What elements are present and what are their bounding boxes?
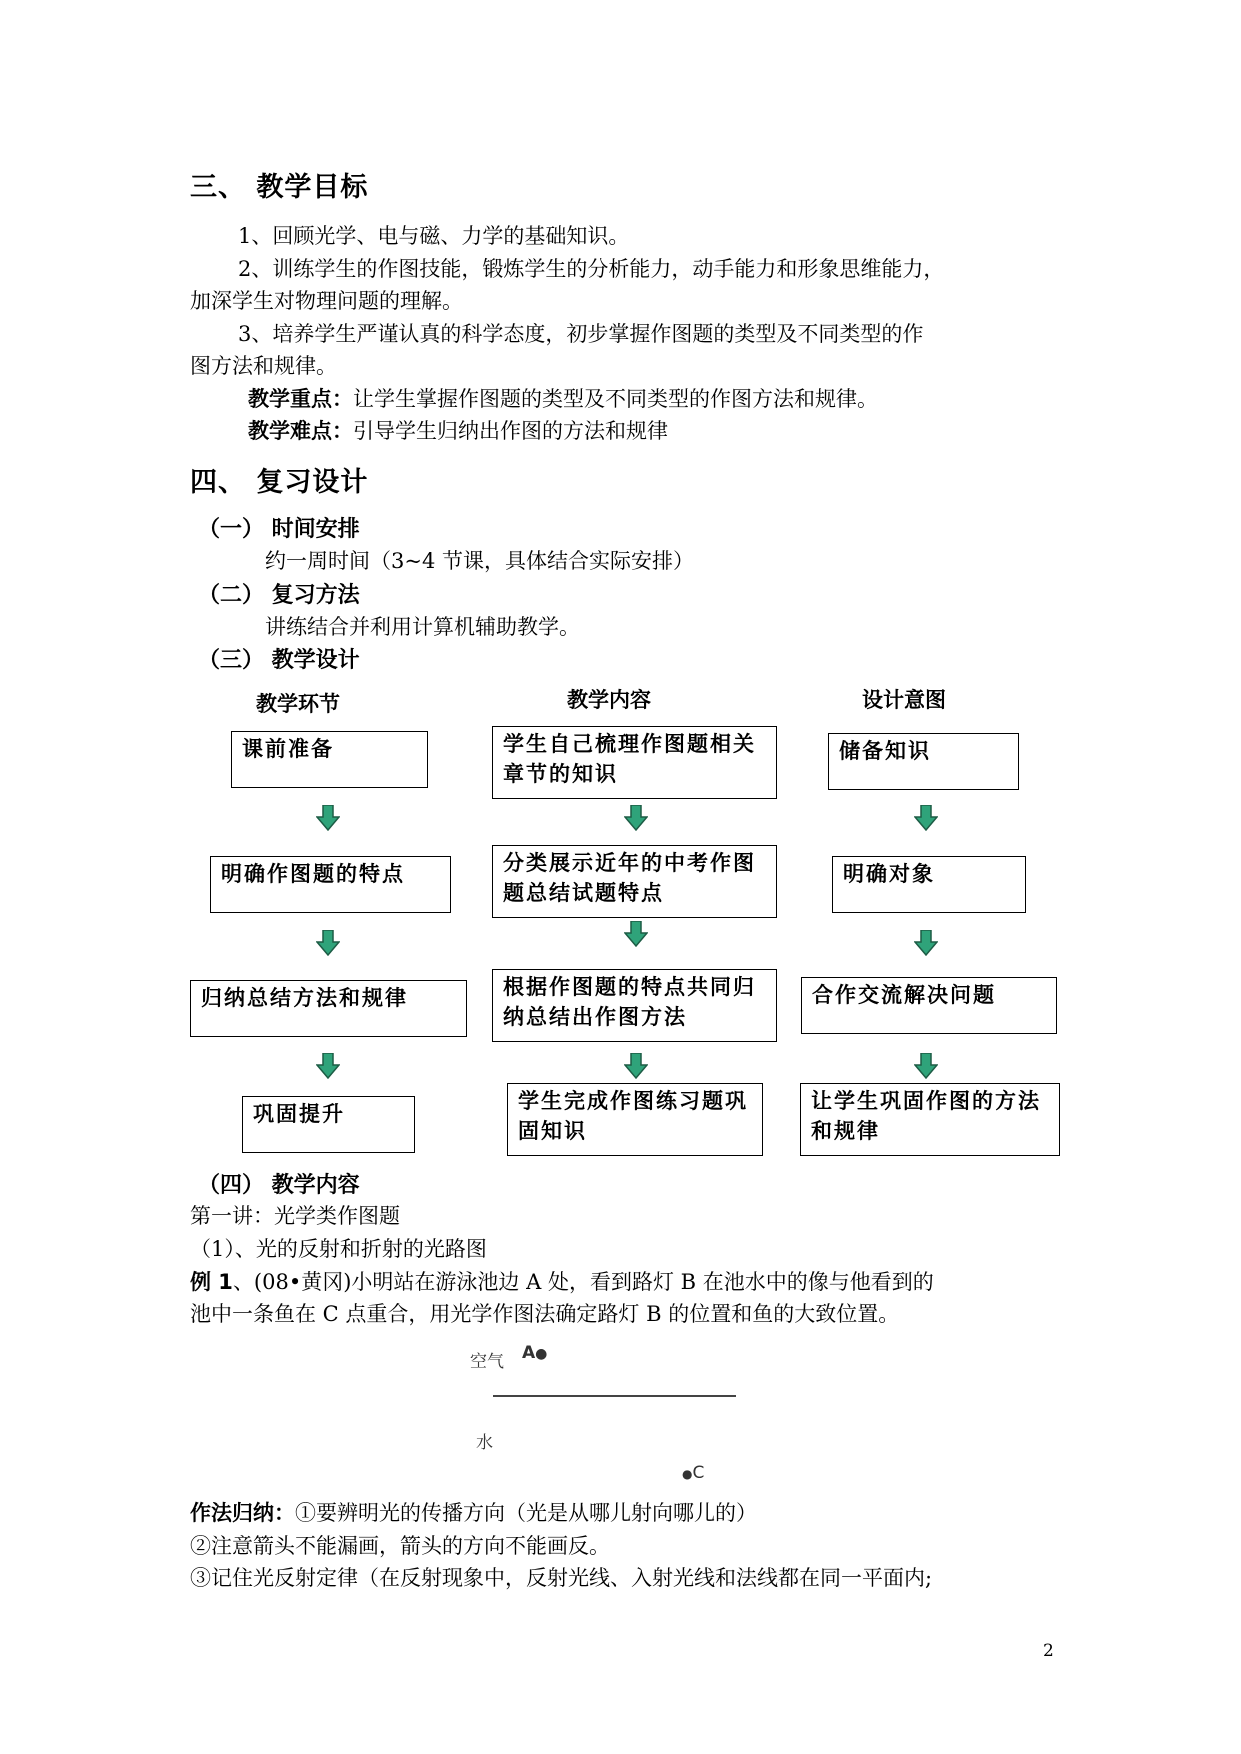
page-number: 2 bbox=[1043, 1641, 1054, 1661]
down-arrow-icon bbox=[624, 805, 648, 831]
flow-step-1-2: 明确作图题的特点 bbox=[210, 856, 451, 913]
difficult-point-text: 引导学生归纳出作图的方法和规律 bbox=[353, 419, 668, 443]
goal-3-line-1: 3、培养学生严谨认真的科学态度，初步掌握作图题的类型及不同类型的作 bbox=[238, 322, 924, 346]
flow-step-2-3: 根据作图题的特点共同归纳总结出作图方法 bbox=[492, 969, 777, 1042]
method-line-1 bbox=[190, 1497, 757, 1527]
difficult-point-label: 教学难点： bbox=[248, 419, 353, 443]
down-arrow-icon bbox=[316, 805, 340, 831]
down-arrow-icon bbox=[914, 805, 938, 831]
flow-step-2-2: 分类展示近年的中考作图题总结试题特点 bbox=[492, 845, 777, 918]
water-surface-line bbox=[493, 1395, 736, 1397]
air-label: 空气 bbox=[470, 1352, 504, 1372]
example-1-line-2: 池中一条鱼在 C 点重合，用光学作图法确定路灯 B 的位置和鱼的大致位置。 bbox=[190, 1302, 900, 1326]
method-line-2: ②注意箭头不能漏画，箭头的方向不能画反。 bbox=[190, 1534, 610, 1558]
subheading-method: （二） 复习方法 bbox=[198, 583, 360, 608]
example-1-text: 、(08•黄冈)小明站在游泳池边 A 处，看到路灯 B 在池水中的像与他看到的 bbox=[232, 1270, 934, 1294]
subheading-time: （一） 时间安排 bbox=[198, 517, 360, 542]
flow-step-1-3: 归纳总结方法和规律 bbox=[190, 980, 467, 1037]
flow-step-2-4: 学生完成作图练习题巩固知识 bbox=[507, 1083, 763, 1156]
topic-1-title: （1）、光的反射和折射的光路图 bbox=[190, 1237, 487, 1261]
flow-step-1-1: 课前准备 bbox=[231, 731, 428, 788]
water-label: 水 bbox=[476, 1433, 493, 1453]
down-arrow-icon bbox=[914, 930, 938, 956]
point-a-label bbox=[522, 1343, 547, 1363]
point-a-letter: A bbox=[522, 1343, 536, 1363]
time-text: 约一周时间（3~4 节课，具体结合实际安排） bbox=[265, 549, 694, 573]
lecture-1-title: 第一讲：光学类作图题 bbox=[190, 1204, 400, 1228]
flow-col2-header: 教学内容 bbox=[567, 688, 651, 712]
down-arrow-icon bbox=[914, 1053, 938, 1079]
key-point-text: 让学生掌握作图题的类型及不同类型的作图方法和规律。 bbox=[353, 387, 878, 411]
point-c-label bbox=[682, 1463, 704, 1483]
key-point bbox=[248, 383, 878, 413]
flow-col3-header: 设计意图 bbox=[862, 688, 946, 712]
example-label: 例 1 bbox=[190, 1270, 233, 1294]
point-c-dot: ● bbox=[682, 1467, 693, 1481]
point-c-letter: C bbox=[692, 1463, 705, 1483]
down-arrow-icon bbox=[624, 1053, 648, 1079]
subheading-content: （四） 教学内容 bbox=[198, 1173, 360, 1198]
flow-col1-header: 教学环节 bbox=[256, 692, 340, 716]
example-1-line-1 bbox=[190, 1266, 934, 1296]
key-point-label: 教学重点： bbox=[248, 387, 353, 411]
subheading-design: （三） 教学设计 bbox=[198, 648, 360, 673]
section-heading-goals: 三、 教学目标 bbox=[190, 172, 369, 203]
goal-2-line-2: 加深学生对物理问题的理解。 bbox=[190, 289, 463, 313]
flow-step-2-1: 学生自己梳理作图题相关章节的知识 bbox=[492, 726, 777, 799]
down-arrow-icon bbox=[316, 930, 340, 956]
method-label: 作法归纳： bbox=[190, 1501, 295, 1525]
method-line-1-text: ①要辨明光的传播方向（光是从哪儿射向哪儿的） bbox=[295, 1501, 757, 1525]
section-heading-review: 四、 复习设计 bbox=[190, 467, 369, 498]
flow-step-3-3: 合作交流解决问题 bbox=[801, 977, 1057, 1034]
method-line-3: ③记住光反射定律（在反射现象中，反射光线、入射光线和法线都在同一平面内; bbox=[190, 1566, 933, 1590]
flow-step-3-4: 让学生巩固作图的方法和规律 bbox=[800, 1083, 1060, 1156]
method-text: 讲练结合并利用计算机辅助教学。 bbox=[265, 615, 580, 639]
goal-3-line-2: 图方法和规律。 bbox=[190, 354, 337, 378]
flow-step-3-1: 储备知识 bbox=[828, 733, 1019, 790]
goal-2-line-1: 2、训练学生的作图技能，锻炼学生的分析能力，动手能力和形象思维能力， bbox=[238, 257, 945, 281]
down-arrow-icon bbox=[316, 1053, 340, 1079]
goal-1: 1、回顾光学、电与磁、力学的基础知识。 bbox=[238, 224, 630, 248]
point-a-dot: ● bbox=[535, 1346, 548, 1362]
down-arrow-icon bbox=[624, 921, 648, 947]
flow-step-1-4: 巩固提升 bbox=[242, 1096, 415, 1153]
flow-step-3-2: 明确对象 bbox=[832, 856, 1026, 913]
difficult-point bbox=[248, 415, 668, 445]
